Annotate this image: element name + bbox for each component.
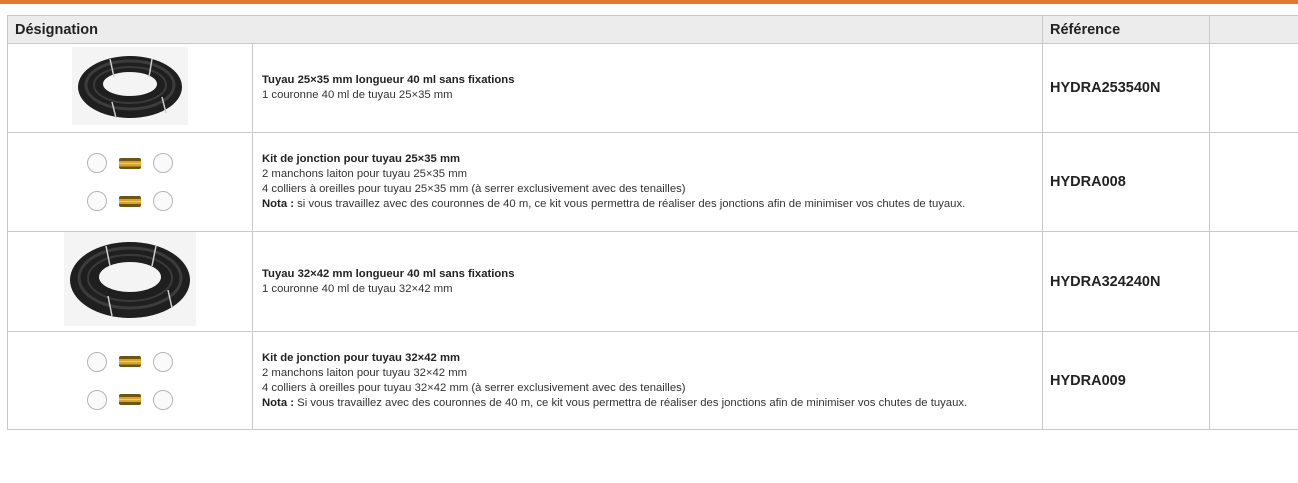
product-image-cell (8, 332, 253, 430)
kit-line (8, 148, 252, 178)
product-detail-line: 1 couronne 40 ml de tuyau 25×35 mm (262, 89, 453, 101)
product-note (262, 197, 1022, 212)
note-label: Nota : (262, 198, 295, 210)
product-description (253, 332, 1043, 430)
product-reference: HYDRA008 (1043, 133, 1210, 232)
product-description (253, 44, 1043, 133)
hose-coil-image (64, 232, 196, 326)
table-header-row (8, 16, 1298, 44)
empty-cell (1210, 332, 1298, 430)
collar-ring-icon (153, 352, 173, 372)
table-row (8, 133, 1298, 232)
product-detail-line: 4 colliers à oreilles pour tuyau 32×42 mm (à serrer exclusivement avec des tenailles) (262, 381, 686, 394)
product-detail-line: 2 manchons laiton pour tuyau 32×42 mm (262, 366, 468, 379)
top-accent-bar (0, 0, 1298, 4)
product-table (7, 15, 1298, 430)
brass-sleeve-icon (119, 394, 141, 405)
hose-coil-image (72, 47, 188, 125)
product-description (253, 232, 1043, 332)
product-title: Kit de jonction pour tuyau 32×42 mm (262, 351, 461, 364)
kit-line (8, 385, 252, 415)
brass-sleeve-icon (119, 158, 141, 169)
brass-sleeve-icon (119, 196, 141, 207)
junction-kit-image (8, 148, 252, 216)
product-description (253, 133, 1043, 232)
header-designation: Désignation (8, 16, 1043, 44)
collar-ring-icon (87, 191, 107, 211)
empty-cell (1210, 133, 1298, 232)
header-reference: Référence (1043, 16, 1210, 44)
collar-ring-icon (87, 352, 107, 372)
kit-line (8, 186, 252, 216)
note-text: si vous travaillez avec des couronnes de 40 m, ce kit vous permettra de réaliser des jonctions afin de minimiser vos chutes de tuyaux. (294, 198, 966, 210)
note-label: Nota : (262, 396, 295, 409)
empty-cell (1210, 44, 1298, 133)
empty-cell (1210, 232, 1298, 332)
product-reference: HYDRA253540N (1043, 44, 1210, 133)
collar-ring-icon (153, 390, 173, 410)
junction-kit-image (8, 347, 252, 415)
brass-sleeve-icon (119, 356, 141, 367)
table-row (8, 44, 1298, 133)
product-note (262, 396, 1022, 411)
product-image-cell (8, 44, 253, 133)
kit-line (8, 347, 252, 377)
product-title: Tuyau 32×42 mm longueur 40 ml sans fixations (262, 267, 515, 280)
table-row (8, 332, 1298, 430)
product-reference: HYDRA009 (1043, 332, 1210, 430)
product-detail-line: 1 couronne 40 ml de tuyau 32×42 mm (262, 282, 453, 295)
product-reference: HYDRA324240N (1043, 232, 1210, 332)
collar-ring-icon (87, 153, 107, 173)
product-image-cell (8, 232, 253, 332)
product-detail-line: 2 manchons laiton pour tuyau 25×35 mm (262, 168, 468, 180)
product-detail-line: 4 colliers à oreilles pour tuyau 25×35 mm (à serrer exclusivement avec des tenailles) (262, 183, 686, 195)
table-row (8, 232, 1298, 332)
collar-ring-icon (153, 191, 173, 211)
product-image-cell (8, 133, 253, 232)
product-title: Tuyau 25×35 mm longueur 40 ml sans fixations (262, 74, 515, 86)
collar-ring-icon (87, 390, 107, 410)
header-extra (1210, 16, 1298, 44)
note-text: Si vous travaillez avec des couronnes de 40 m, ce kit vous permettra de réaliser des jonctions afin de minimiser vos chutes de tuyaux. (294, 396, 968, 409)
product-title: Kit de jonction pour tuyau 25×35 mm (262, 153, 461, 165)
collar-ring-icon (153, 153, 173, 173)
